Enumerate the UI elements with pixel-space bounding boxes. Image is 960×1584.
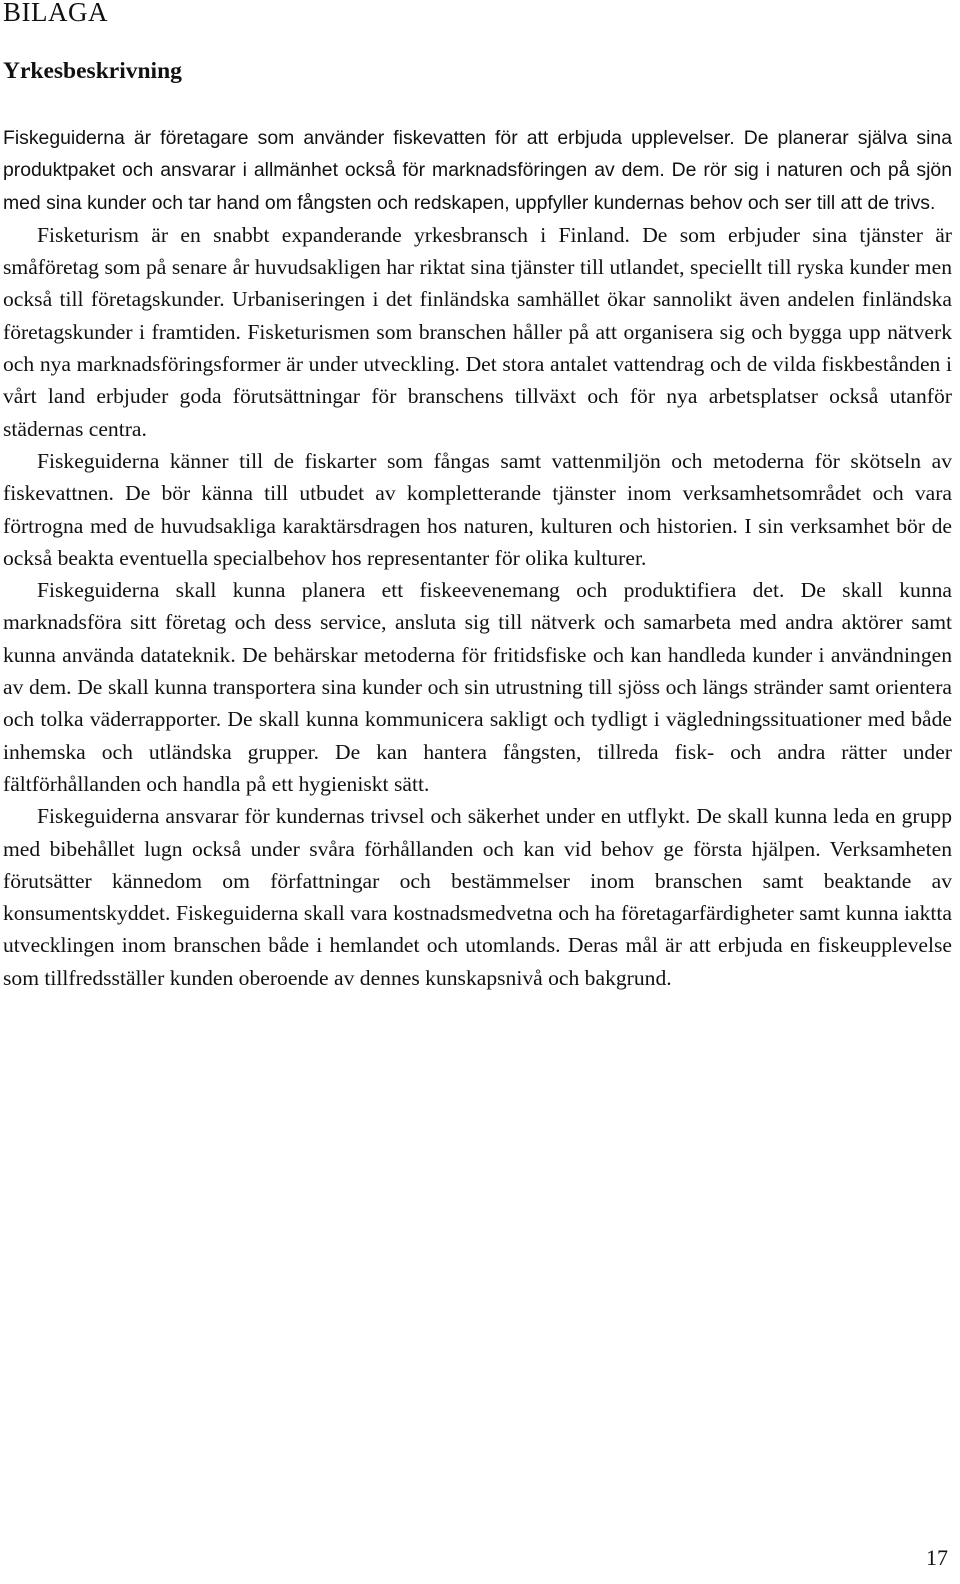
paragraph-skills: Fiskeguiderna skall kunna planera ett fiskeevenemang och produktifiera det. De skall kunna marknadsföra sitt företag och dess service, ansluta sig till nätverk och samarbeta med andra aktörer samt kunna använda datateknik. De behärskar metoderna för fritidsfiske och kan handleda kunder i användningen av dem. De skall kunna transportera sina kunder och sin utrustning till sjöss och längs stränder samt orientera och tolka väderrapporter. De skall kunna kommunicera sakligt och tydligt i vägledningssituationer med både inhemska och utländska grupper. De kan hantera fångsten, tillreda fisk- och andra rätter under fältförhållanden och handla på ett hygieniskt sätt. [3,578,952,796]
section-label: BILAGA [3,0,108,27]
paragraph-intro: Fiskeguiderna är företagare som använder fiskevatten för att erbjuda upplevelser. De planerar själva sina produktpaket och ansvarar i allmänhet också för marknadsföringen av dem. De rör sig i naturen och på sjön med sina kunder och tar hand om fångsten och redskapen, uppfyller kundernas behov och ser till att de trivs. [3,127,952,214]
paragraph-industry: Fisketurism är en snabbt expanderande yrkesbransch i Finland. De som erbjuder sina tjänster är småföretag som på senare år huvudsakligen har riktat sina tjänster till utlandet, speciellt till ryska kunder men också till företagskunder. Urbaniseringen i det finländska samhället ökar sannolikt även andelen finländska företagskunder i framtiden. Fisketurismen som branschen håller på att organisera sig och bygga upp nätverk och nya marknadsföringsformer är under utveckling. Det stora antalet vattendrag och de vilda fiskbestånden i vårt land erbjuder goda förutsättningar för branschens tillväxt och för nya arbetsplatser också utanför städernas centra. [3,222,952,441]
paragraph-knowledge: Fiskeguiderna känner till de fiskarter som fångas samt vattenmiljön och metoderna för skötseln av fiskevattnen. De bör känna till utbudet av kompletterande tjänster inom verksamhetsområdet och vara förtrogna med de huvudsakliga karaktärsdragen hos naturen, kulturen och historien. I sin verksamhet bör de också beakta eventuella specialbehov hos representanter för olika kulturer. [3,448,952,570]
body-text [3,122,952,994]
document-title: Yrkesbeskrivning [3,58,182,84]
page-number: 17 [926,1545,948,1570]
paragraph-responsibility: Fiskeguiderna ansvarar för kundernas trivsel och säkerhet under en utflykt. De skall kunna leda en grupp med bibehållet lugn också under svåra förhållanden och kan vid behov ge första hjälpen. Verksamheten förutsätter kännedom om författningar och bestämmelser inom branschen samt beaktande av konsumentskyddet. Fiskeguiderna skall vara kostnadsmedvetna och ha företagarfärdigheter samt kunna iaktta utvecklingen inom branschen både i hemlandet och utomlands. Deras mål är att erbjuda en fiskeupplevelse som tillfredsställer kunden oberoende av dennes kunskapsnivå och bakgrund. [3,804,952,990]
